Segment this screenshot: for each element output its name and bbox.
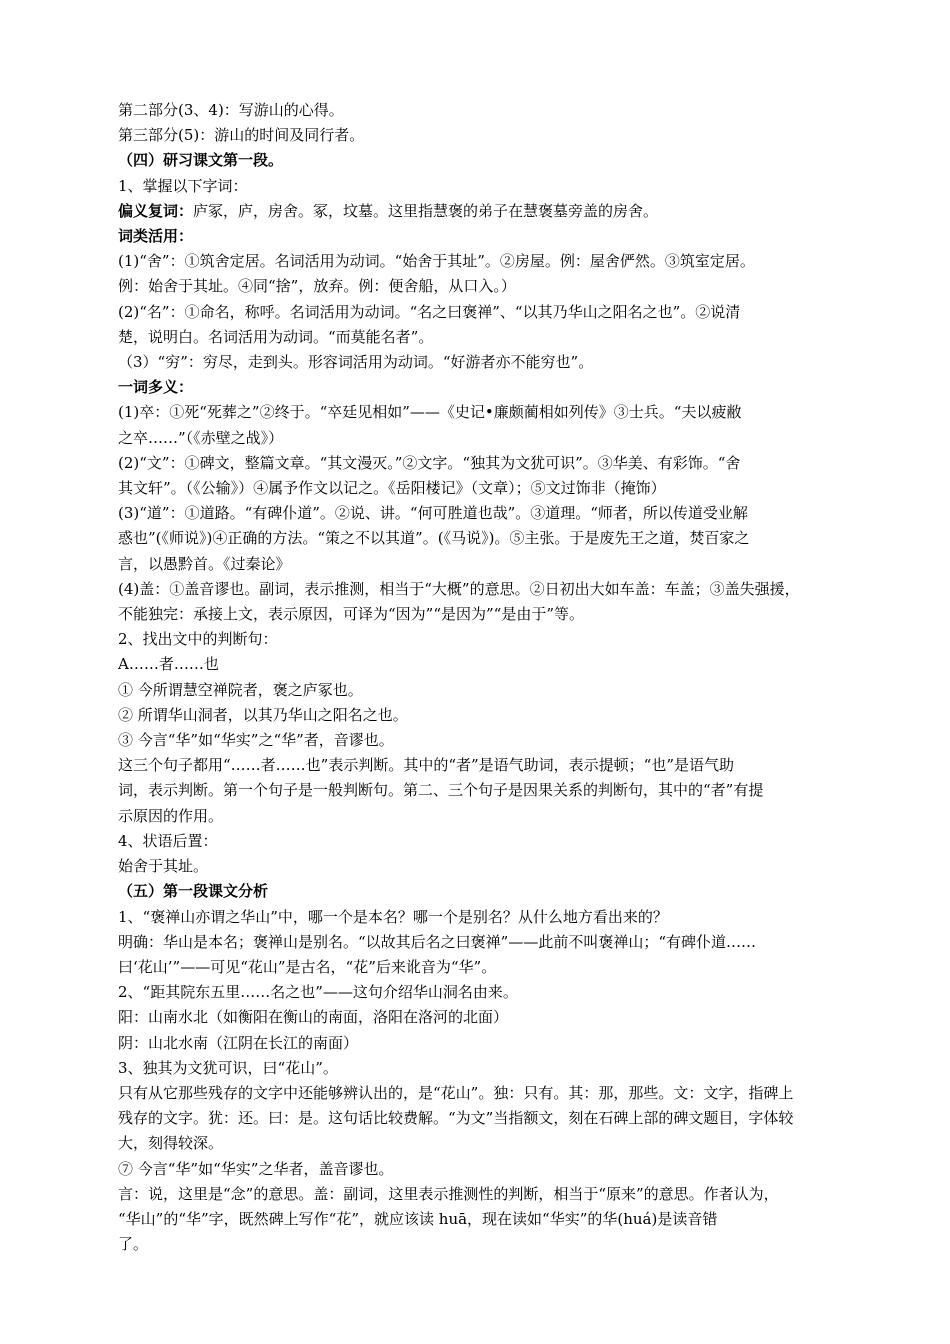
text-line: 了。 (118, 1235, 149, 1254)
text-line: 词，表示判断。第一个句子是一般判断句。第二、三个句子是因果关系的判断句，其中的“者”有提 (118, 781, 764, 800)
text-line: 2、找出文中的判断句： (118, 630, 278, 649)
text-line: 4、状语后置： (118, 831, 218, 850)
text-line: （3）“穷”：穷尽，走到头。形容词活用为动词。“好游者亦不能穷也”。 (118, 353, 594, 372)
text-line: 楚，说明白。名词活用为动词。“而莫能名者”。 (118, 327, 434, 346)
term-heading: 偏义复词： (118, 201, 194, 220)
text-line: (2)“文”：①碑文，整篇文章。“其文漫灭。”②文字。“独其为文犹可识”。③华美、有彩饰。“舍 (118, 453, 741, 472)
document-page (118, 98, 846, 1257)
text-line: 惑也”(《师说》)④正确的方法。“策之不以其道”。(《马说》)。⑤主张。于是废先王之道，焚百家之 (118, 529, 750, 548)
text-line: “华山”的“华”字，既然碑上写作“花”，就应该读 huā，现在读如“华实”的华(huá)是读音错 (118, 1209, 718, 1228)
text-line: 第三部分(5)：游山的时间及同行者。 (118, 126, 365, 145)
text-line: 之卒……”（《赤壁之战》） (118, 428, 284, 447)
text-line: ③ 今言“华”如“华实”之“华”者，音谬也。 (118, 731, 394, 750)
text-line: 阴：山北水南（江阴在长江的南面） (118, 1033, 359, 1052)
text-line: ① 今所谓慧空禅院者，褒之庐冢也。 (118, 680, 363, 699)
text-line: (1)“舍”：①筑舍定居。名词活用为动词。“始舍于其址”。②房屋。例：屋舍俨然。③筑室定居。 (118, 252, 755, 271)
text-line: ⑦ 今言“华”如“华实”之华者，盖音谬也。 (118, 1159, 394, 1178)
text-line: 2、“距其院东五里……名之也”——这句介绍华山洞名由来。 (118, 983, 518, 1002)
text-line: 1、“褒禅山亦谓之华山”中，哪一个是本名？哪一个是别名？从什么地方看出来的？ (118, 907, 668, 926)
text-line: 阳：山南水北（如衡阳在衡山的南面，洛阳在洛河的北面） (118, 1008, 509, 1027)
text-line: 曰‘花山’”——可见“花山”是古名，“花”后来讹音为“华”。 (118, 957, 497, 976)
text-segment: 庐冢，庐，房舍。冢，坟墓。这里指慧褒的弟子在慧褒墓旁盖的房舍。 (193, 201, 659, 220)
text-line: 大，刻得较深。 (118, 1134, 224, 1153)
text-line: 始舍于其址。 (118, 857, 209, 876)
text-line: 言，以愚黔首。《过秦论》 (118, 554, 291, 573)
text-line: 这三个句子都用“……者……也”表示判断。其中的“者”是语气助词，表示提顿；“也”是语气助 (118, 756, 735, 775)
section-heading: （四）研习课文第一段。 (118, 151, 284, 170)
text-line: 例：始舍于其址。④同“捨”，放弃。例：便舍船，从口入。） (118, 277, 516, 296)
text-line: 3、独其为文犹可识，曰“花山”。 (118, 1058, 338, 1077)
text-line: 第二部分(3、4)：写游山的心得。 (118, 101, 344, 119)
text-line: A……者……也 (118, 655, 219, 674)
text-line: 示原因的作用。 (118, 806, 224, 825)
text-line: (1)卒：①死“死葬之”②终于。“卒廷见相如”——《史记•廉颇蔺相如列传》③士兵。“夫以疲敝 (118, 403, 742, 422)
section-heading: （五）第一段课文分析 (118, 882, 269, 901)
section-heading: 一词多义： (118, 378, 194, 397)
text-line: (2)“名”：①命名，称呼。名词活用为动词。“名之曰褒禅”、“以其乃华山之阳名之也”。②说清 (118, 302, 741, 321)
text-line: 明确：华山是本名；褒禅山是别名。“以故其后名之曰褒禅”——此前不叫褒禅山；“有碑仆道…… (118, 932, 757, 951)
text-line: 只有从它那些残存的文字中还能够辨认出的，是“花山”。独：只有。其：那，那些。文：文字，指碑上 (118, 1083, 794, 1102)
text-line: 1、掌握以下字词： (118, 176, 248, 195)
text-line: 残存的文字。犹：还。曰：是。这句话比较费解。“为文”当指额文，刻在石碑上部的碑文题目，字体较 (118, 1109, 794, 1128)
text-line: 其文轩”。（《公输》）④属予作文以记之。《岳阳楼记》（文章）；⑤文过饰非（掩饰） (118, 479, 666, 498)
text-line: 言：说，这里是“念”的意思。盖：副词，这里表示推测性的判断，相当于“原来”的意思。作者认为， (118, 1184, 779, 1203)
text-line: ② 所谓华山洞者，以其乃华山之阳名之也。 (118, 705, 408, 724)
text-line: (4)盖：①盖音谬也。副词，表示推测，相当于“大概”的意思。②日初出大如车盖：车盖；③盖失强援， (118, 579, 800, 598)
text-line: 不能独完：承接上文，表示原因，可译为“因为”“是因为”“是由于”等。 (118, 605, 585, 624)
text-line: (3)“道”：①道路。“有碑仆道”。②说、讲。“何可胜道也哉”。③道理。“师者，所以传道受业解 (118, 504, 748, 523)
text-line (118, 199, 846, 224)
section-heading: 词类活用： (118, 227, 194, 246)
